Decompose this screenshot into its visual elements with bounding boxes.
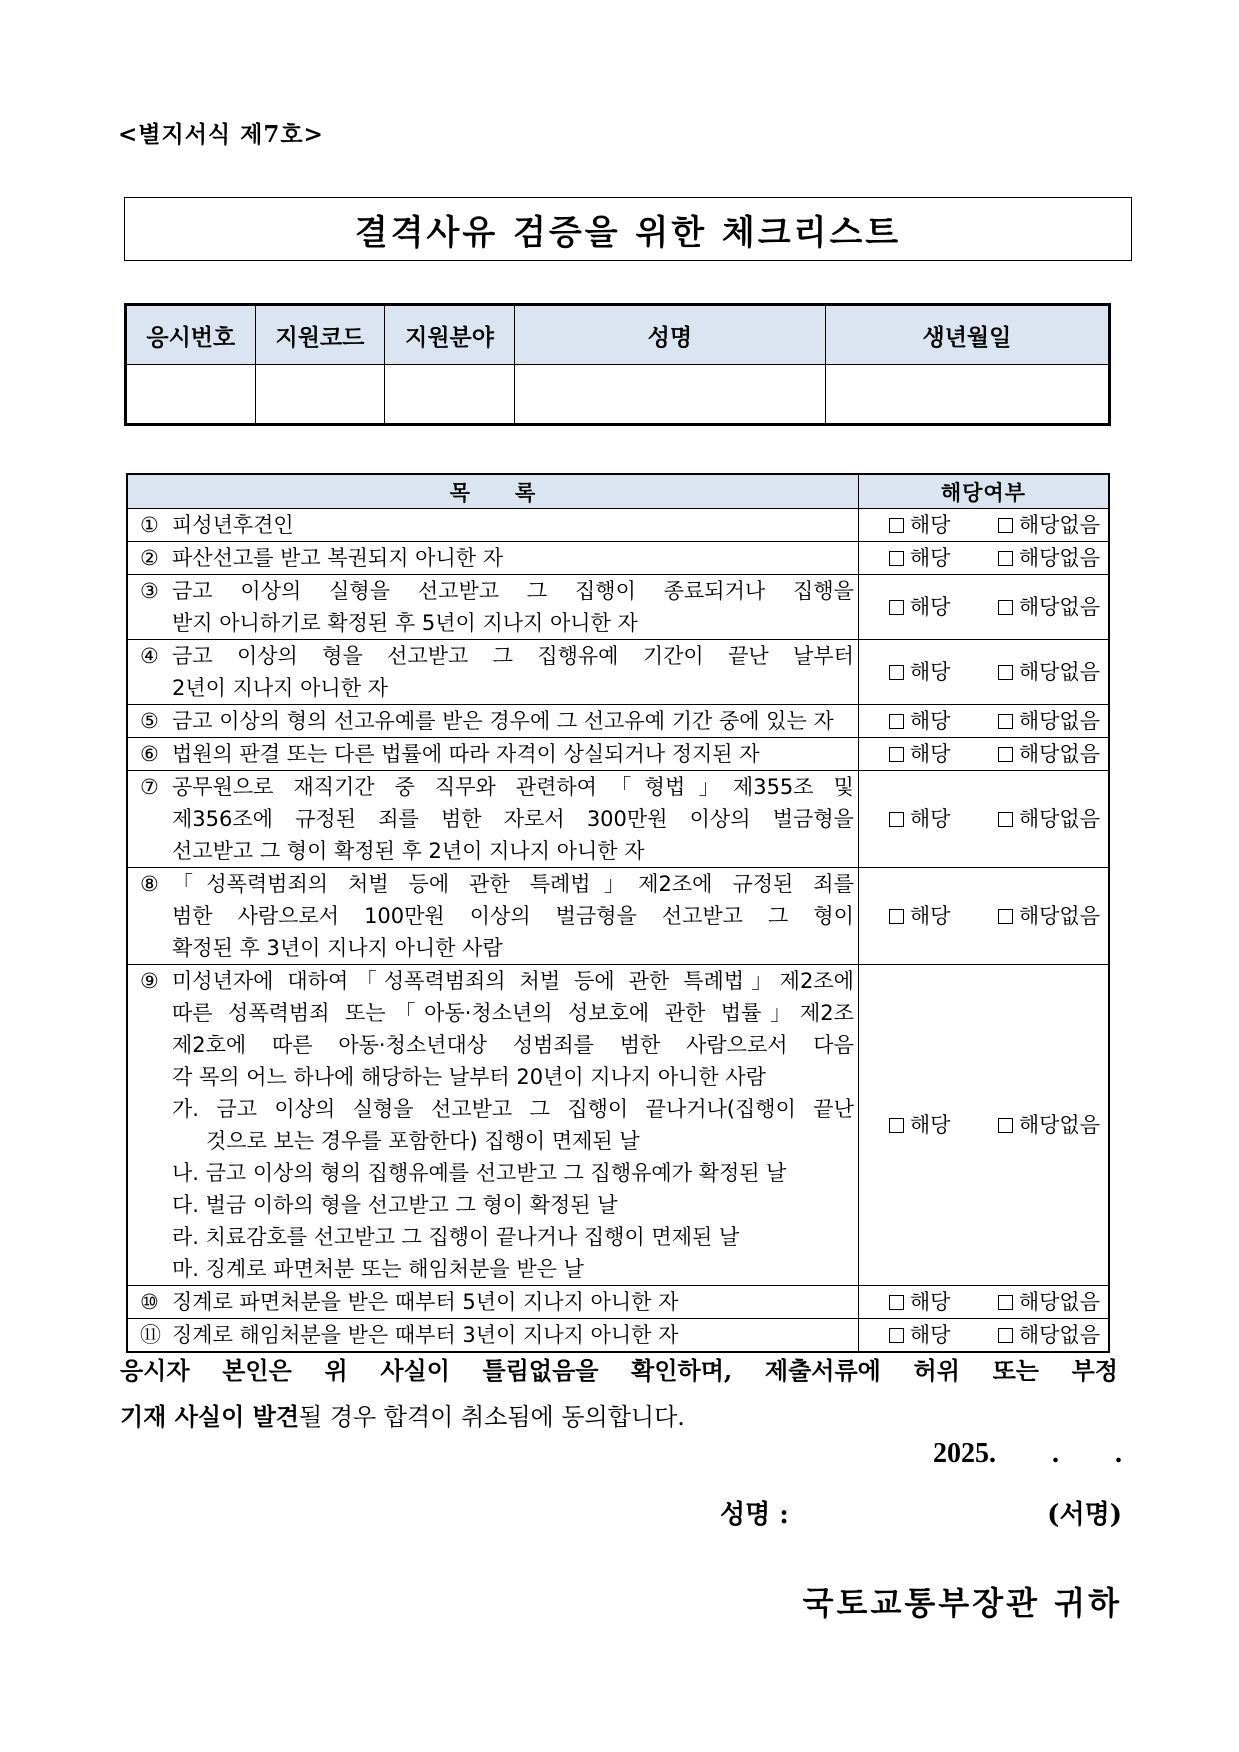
item-line	[140, 542, 854, 574]
checkbox-icon[interactable]	[889, 665, 904, 680]
item-line	[140, 607, 854, 639]
date-field: 2025. . .	[932, 1438, 1122, 1469]
applicant-info-table	[124, 303, 1111, 426]
title-box	[124, 197, 1132, 261]
option-no[interactable]	[998, 1109, 1100, 1141]
item-text: 금고 이상의 형을 선고받고 그 집행유예 기간이 끝난 날부터	[172, 644, 854, 668]
option-yes[interactable]	[889, 738, 951, 770]
checklist-header-row	[127, 474, 1109, 509]
checkbox-icon[interactable]	[998, 1118, 1013, 1133]
option-yes[interactable]	[889, 542, 951, 574]
item-text: 미성년자에 대하여「성폭력범죄의 처벌 등에 관한 특례법」제2조에	[172, 969, 854, 993]
option-yes[interactable]	[889, 591, 951, 623]
applicability-cell	[858, 965, 1109, 1286]
item-text: 법원의 판결 또는 다른 법률에 따라 자격이 상실되거나 정지된 자	[172, 742, 760, 766]
checklist-item	[127, 542, 858, 575]
option-no[interactable]	[998, 738, 1100, 770]
info-input-row	[126, 365, 1110, 425]
applicability-cell	[858, 1319, 1109, 1353]
item-number: ⑩	[140, 1290, 159, 1314]
checklist-row	[127, 868, 1109, 965]
checklist-item	[127, 640, 858, 705]
page-title: 결격사유 검증을 위한 체크리스트	[354, 212, 902, 253]
item-text: 확정된 후 3년이 지나지 아니한 사람	[172, 936, 503, 960]
checkbox-icon[interactable]	[998, 551, 1013, 566]
item-text: 공무원으로 재직기간 중 직무와 관련하여「형법」제355조 및	[172, 775, 854, 799]
item-line	[140, 509, 854, 541]
checkbox-icon[interactable]	[889, 812, 904, 827]
applicability-cell	[858, 705, 1109, 738]
confirmation-line-1: 응시자 본인은 위 사실이 틀림없음을 확인하며, 제출서류에 허위 또는 부정	[120, 1356, 1118, 1385]
checklist-row	[127, 509, 1109, 542]
item-line	[140, 738, 854, 770]
checkbox-icon[interactable]	[889, 1328, 904, 1343]
option-no[interactable]	[998, 803, 1100, 835]
item-text: 파산선고를 받고 복권되지 아니한 자	[172, 546, 503, 570]
item-text: 마. 징계로 파면처분 또는 해임처분을 받은 날	[172, 1257, 584, 1281]
item-line	[140, 900, 854, 932]
item-text: 피성년후견인	[172, 513, 294, 537]
item-text: 2년이 지나지 아니한 자	[172, 676, 388, 700]
item-text: 다. 벌금 이하의 형을 선고받고 그 형이 확정된 날	[172, 1193, 618, 1217]
checkbox-icon[interactable]	[889, 518, 904, 533]
checkbox-icon[interactable]	[889, 1118, 904, 1133]
checklist-item	[127, 1286, 858, 1319]
checklist-item	[127, 1319, 858, 1353]
confirmation-statement	[120, 1348, 1118, 1440]
item-line	[140, 1253, 854, 1285]
option-no[interactable]	[998, 1286, 1100, 1318]
option-label: 해당없음	[1018, 1113, 1100, 1137]
checklist-row	[127, 640, 1109, 705]
option-label: 해당	[909, 904, 951, 928]
item-line	[140, 1029, 854, 1061]
item-line	[140, 672, 854, 704]
item-text: 징계로 해임처분을 받은 때부터 3년이 지나지 아니한 자	[172, 1323, 679, 1347]
confirmation-bold-text: 기재 사실이 발견	[120, 1402, 299, 1431]
option-no[interactable]	[998, 542, 1100, 574]
item-number: ⑧	[140, 872, 159, 896]
info-header-row	[126, 305, 1110, 365]
checklist-item	[127, 705, 858, 738]
item-line	[140, 835, 854, 867]
option-label: 해당없음	[1018, 595, 1100, 619]
header-name: 성명	[514, 305, 825, 365]
option-label: 해당	[909, 595, 951, 619]
checkbox-icon[interactable]	[998, 909, 1013, 924]
checklist-row	[127, 1286, 1109, 1319]
exam-number-field[interactable]	[126, 365, 256, 425]
item-text: 선고받고 그 형이 확정된 후 2년이 지나지 아니한 자	[172, 839, 645, 863]
applicability-cell	[858, 868, 1109, 965]
checklist-row	[127, 965, 1109, 1286]
option-no[interactable]	[998, 705, 1100, 737]
option-label: 해당	[909, 660, 951, 684]
item-text: 제2호에 따른 아동·청소년대상 성범죄를 범한 사람으로서 다음	[172, 1033, 854, 1057]
option-no[interactable]	[998, 1319, 1100, 1351]
checkbox-icon[interactable]	[889, 747, 904, 762]
item-line	[140, 803, 854, 835]
option-label: 해당없음	[1018, 1323, 1100, 1347]
option-label: 해당	[909, 1323, 951, 1347]
option-yes[interactable]	[889, 803, 951, 835]
checkbox-icon[interactable]	[889, 714, 904, 729]
option-yes[interactable]	[889, 509, 951, 541]
checklist-item	[127, 738, 858, 771]
item-text: 가. 금고 이상의 실형을 선고받고 그 집행이 끝나거나(집행이 끝난	[172, 1097, 854, 1121]
item-line	[140, 1093, 854, 1125]
option-yes[interactable]	[889, 705, 951, 737]
checklist-item	[127, 575, 858, 640]
option-yes[interactable]	[889, 1286, 951, 1318]
item-line	[140, 705, 854, 737]
item-number: ⑥	[140, 742, 159, 766]
item-text: 것으로 보는 경우를 포함한다) 집행이 면제된 날	[206, 1129, 640, 1153]
checkbox-icon[interactable]	[889, 600, 904, 615]
header-birthdate: 생년월일	[825, 305, 1109, 365]
item-text: 따른 성폭력범죄 또는「아동·청소년의 성보호에 관한 법률」제2조	[172, 1001, 854, 1025]
option-label: 해당	[909, 546, 951, 570]
checklist-row	[127, 738, 1109, 771]
option-no[interactable]	[998, 509, 1100, 541]
applicability-cell	[858, 575, 1109, 640]
option-label: 해당없음	[1018, 904, 1100, 928]
form-number: <별지서식 제7호>	[118, 121, 324, 148]
item-text: 징계로 파면처분을 받은 때부터 5년이 지나지 아니한 자	[172, 1290, 679, 1314]
option-yes[interactable]	[889, 1319, 951, 1351]
header-applicability: 해당여부	[858, 474, 1109, 509]
checkbox-icon[interactable]	[998, 600, 1013, 615]
option-label: 해당	[909, 807, 951, 831]
item-line	[140, 1157, 854, 1189]
item-number: ①	[140, 513, 159, 537]
item-number: ⑤	[140, 709, 159, 733]
item-line	[140, 1189, 854, 1221]
application-code-field[interactable]	[255, 365, 385, 425]
item-text: 범한 사람으로서 100만원 이상의 벌금형을 선고받고 그 형이	[172, 904, 854, 928]
item-line	[140, 640, 854, 672]
checkbox-icon[interactable]	[998, 1328, 1013, 1343]
checklist-item	[127, 965, 858, 1286]
item-text: 나. 금고 이상의 형의 집행유예를 선고받고 그 집행유예가 확정된 날	[172, 1161, 787, 1185]
signature-mark[interactable]: (서명)	[1047, 1500, 1122, 1530]
checkbox-icon[interactable]	[998, 812, 1013, 827]
option-no[interactable]	[998, 591, 1100, 623]
option-yes[interactable]	[889, 1109, 951, 1141]
item-text: 제356조에 규정된 죄를 범한 자로서 300만원 이상의 벌금형을	[172, 807, 854, 831]
confirmation-rest-text: 될 경우 합격이 취소됨에 동의합니다.	[299, 1403, 685, 1431]
option-label: 해당	[909, 1290, 951, 1314]
item-line	[140, 868, 854, 900]
checkbox-icon[interactable]	[998, 518, 1013, 533]
item-line	[140, 1221, 854, 1253]
checkbox-icon[interactable]	[998, 747, 1013, 762]
item-line	[140, 932, 854, 964]
item-number: ③	[140, 579, 159, 603]
option-no[interactable]	[998, 656, 1100, 688]
applicability-cell	[858, 542, 1109, 575]
checkbox-icon[interactable]	[998, 665, 1013, 680]
birthdate-field[interactable]	[825, 365, 1109, 425]
applicability-cell	[858, 738, 1109, 771]
item-text: 금고 이상의 형의 선고유예를 받은 경우에 그 선고유예 기간 중에 있는 자	[172, 709, 834, 733]
signature-line	[720, 1494, 1122, 1531]
item-number: ⑨	[140, 969, 159, 993]
option-yes[interactable]	[889, 900, 951, 932]
applicability-cell	[858, 509, 1109, 542]
item-number: ⑪	[140, 1323, 161, 1347]
checklist-row	[127, 705, 1109, 738]
option-label: 해당	[909, 513, 951, 537]
item-line	[140, 575, 854, 607]
item-text: 각 목의 어느 하나에 해당하는 날부터 20년이 지나지 아니한 사람	[172, 1065, 766, 1089]
item-text: 라. 치료감호를 선고받고 그 집행이 끝나거나 집행이 면제된 날	[172, 1225, 740, 1249]
item-line	[140, 1061, 854, 1093]
checklist-row	[127, 1319, 1109, 1353]
checklist-item	[127, 771, 858, 868]
header-application-field: 지원분야	[385, 305, 515, 365]
item-line	[140, 1125, 854, 1157]
checklist-item	[127, 868, 858, 965]
checklist-item	[127, 509, 858, 542]
checkbox-icon[interactable]	[889, 551, 904, 566]
option-label: 해당없음	[1018, 709, 1100, 733]
item-line	[140, 771, 854, 803]
header-application-code: 지원코드	[255, 305, 385, 365]
option-label: 해당	[909, 709, 951, 733]
checklist-row	[127, 575, 1109, 640]
checklist-row	[127, 771, 1109, 868]
option-label: 해당	[909, 742, 951, 766]
option-no[interactable]	[998, 900, 1100, 932]
name-field[interactable]	[514, 365, 825, 425]
option-label: 해당없음	[1018, 742, 1100, 766]
item-number: ②	[140, 546, 159, 570]
item-text: 받지 아니하기로 확정된 후 5년이 지나지 아니한 자	[172, 611, 638, 635]
checklist-table	[126, 473, 1110, 1353]
item-line	[140, 1319, 854, 1351]
header-items: 목 록	[127, 474, 858, 509]
applicability-cell	[858, 640, 1109, 705]
checkbox-icon[interactable]	[889, 909, 904, 924]
item-line	[140, 965, 854, 997]
option-label: 해당없음	[1018, 660, 1100, 684]
checkbox-icon[interactable]	[889, 1295, 904, 1310]
item-number: ④	[140, 644, 159, 668]
applicability-cell	[858, 1286, 1109, 1319]
header-exam-number: 응시번호	[126, 305, 256, 365]
applicability-cell	[858, 771, 1109, 868]
checklist-row	[127, 542, 1109, 575]
application-field-field[interactable]	[385, 365, 515, 425]
addressee: 국토교통부장관 귀하	[802, 1584, 1122, 1622]
option-label: 해당없음	[1018, 546, 1100, 570]
signature-label: 성명 :	[720, 1500, 789, 1530]
option-label: 해당없음	[1018, 1290, 1100, 1314]
item-line	[140, 1286, 854, 1318]
item-text: 「성폭력범죄의 처벌 등에 관한 특례법」제2조에 규정된 죄를	[172, 872, 854, 896]
checkbox-icon[interactable]	[998, 1295, 1013, 1310]
option-label: 해당없음	[1018, 807, 1100, 831]
item-number: ⑦	[140, 775, 159, 799]
checkbox-icon[interactable]	[998, 714, 1013, 729]
item-line	[140, 997, 854, 1029]
option-label: 해당없음	[1018, 513, 1100, 537]
option-yes[interactable]	[889, 656, 951, 688]
item-text: 금고 이상의 실형을 선고받고 그 집행이 종료되거나 집행을	[172, 579, 854, 603]
option-label: 해당	[909, 1113, 951, 1137]
